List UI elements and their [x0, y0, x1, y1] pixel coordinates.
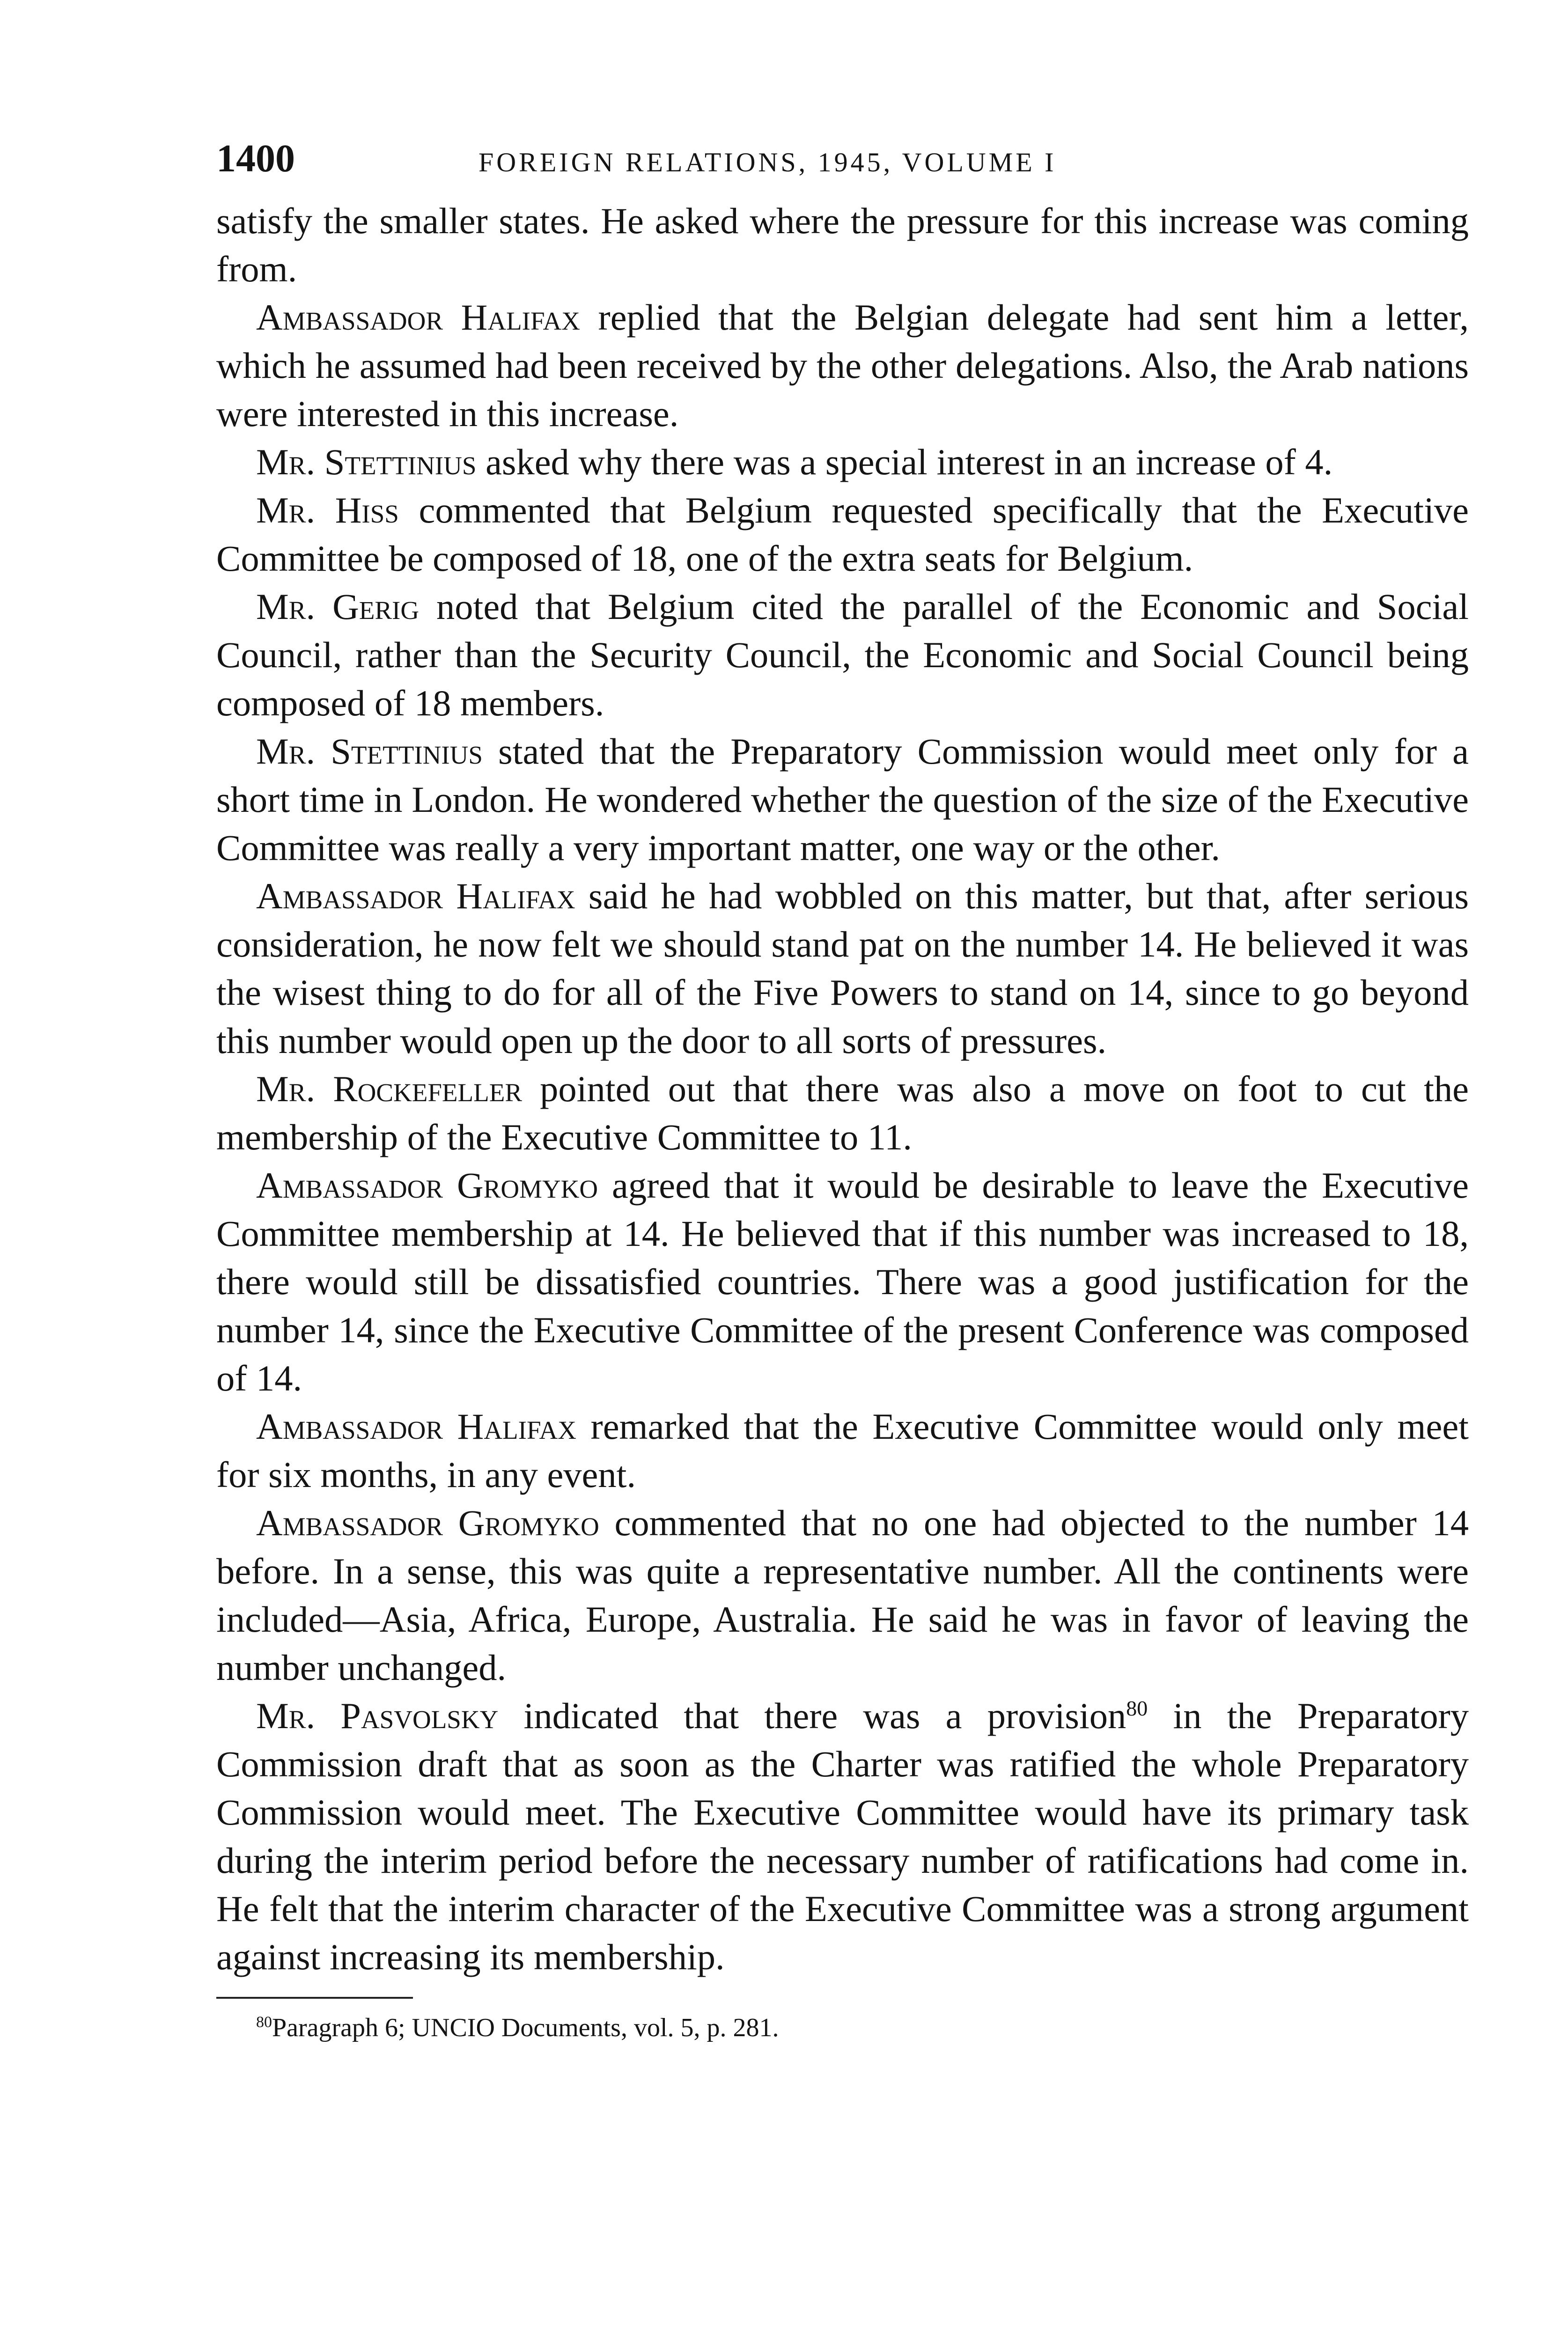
- paragraph-2: [216, 293, 1469, 438]
- footnote-text: Paragraph 6; UNCIO Documents, vol. 5, p. 281.: [272, 2013, 779, 2042]
- speaker-name: Mr. Rockefeller: [256, 1068, 522, 1109]
- paragraph-4: [216, 486, 1469, 582]
- footnote-number: 80: [256, 2013, 272, 2031]
- running-head: FOREIGN RELATIONS, 1945, VOLUME I: [478, 147, 1057, 177]
- paragraph-text: said he had wobbled on this matter, but that, after serious consideration, he now felt we should stand pat on the number 14. He believed it was the wisest thing to do for all of the Five Powers to stand on 14, since to go beyond this number would open up the door to all sorts of pressures.: [216, 876, 1469, 1061]
- paragraph-text: stated that the Preparatory Commission would meet only for a short time in London. He wondered whether the question of the size of the Executive Committee was really a very important matter, one way or the other.: [216, 731, 1469, 868]
- paragraph-text: remarked that the Executive Committee would only meet for six months, in any event.: [216, 1406, 1469, 1495]
- body-text: [216, 197, 1469, 1981]
- paragraph-7: [216, 872, 1469, 1065]
- footnote: [256, 2009, 1469, 2047]
- paragraph-text: indicated that there was a provision: [498, 1695, 1126, 1736]
- paragraph-text: commented that no one had objected to the number 14 before. In a sense, this was quite a representative number. All the continents were included—Asia, Africa, Europe, Australia. He said he was in favor of leaving the number unchanged.: [216, 1502, 1469, 1688]
- paragraph-11: [216, 1499, 1469, 1692]
- page-number: 1400: [216, 137, 295, 180]
- speaker-name: Ambassador Gromyko: [256, 1502, 599, 1543]
- paragraph-3: [216, 438, 1469, 486]
- paragraph-6: [216, 727, 1469, 872]
- speaker-name: Ambassador Halifax: [256, 1406, 576, 1447]
- paragraph-12: [216, 1692, 1469, 1981]
- footnote-divider: [216, 1997, 413, 1999]
- paragraph-text: commented that Belgium requested specifically that the Executive Committee be composed of 18, one of the extra seats for Belgium.: [216, 490, 1469, 579]
- paragraph-8: [216, 1065, 1469, 1161]
- paragraph-text: agreed that it would be desirable to leave the Executive Committee membership at 14. He believed that if this number was increased to 18, there would still be dissatisfied countries. There was a good justification for the number 14, since the Executive Committee of the present Conference was composed of 14.: [216, 1165, 1469, 1399]
- document-page: [216, 136, 1469, 2047]
- speaker-name: Mr. Stettinius: [256, 442, 477, 482]
- speaker-name: Mr. Stettinius: [256, 731, 483, 772]
- paragraph-5: [216, 582, 1469, 727]
- paragraph-text: noted that Belgium cited the parallel of the Economic and Social Council, rather than the Security Council, the Economic and Social Council being composed of 18 members.: [216, 586, 1469, 723]
- paragraph-text: satisfy the smaller states. He asked where the pressure for this increase was coming from.: [216, 200, 1469, 289]
- speaker-name: Mr. Hiss: [256, 490, 399, 530]
- footnote-reference[interactable]: 80: [1126, 1696, 1148, 1720]
- paragraph-text: pointed out that there was also a move on foot to cut the membership of the Executive Committee to 11.: [216, 1068, 1469, 1157]
- paragraph-1: [216, 197, 1469, 293]
- speaker-name: Mr. Gerig: [256, 586, 420, 627]
- paragraph-text: in the Preparatory Commission draft that as soon as the Charter was ratified the whole Preparatory Commission would meet. The Executive Committee would have its primary task during the interim period before the necessary number of ratifications had come in. He felt that the interim character of the Executive Committee was a strong argument against increasing its membership.: [216, 1695, 1469, 1977]
- paragraph-10: [216, 1402, 1469, 1499]
- speaker-name: Mr. Pasvolsky: [256, 1695, 499, 1736]
- paragraph-9: [216, 1161, 1469, 1402]
- speaker-name: Ambassador Halifax: [256, 876, 575, 916]
- paragraph-text: asked why there was a special interest in an increase of 4.: [476, 442, 1333, 482]
- paragraph-text: replied that the Belgian delegate had sent him a letter, which he assumed had been received by the other delegations. Also, the Arab nations were interested in this increase.: [216, 297, 1469, 434]
- page-header: [216, 136, 1469, 192]
- speaker-name: Ambassador Halifax: [256, 297, 580, 338]
- speaker-name: Ambassador Gromyko: [256, 1165, 598, 1206]
